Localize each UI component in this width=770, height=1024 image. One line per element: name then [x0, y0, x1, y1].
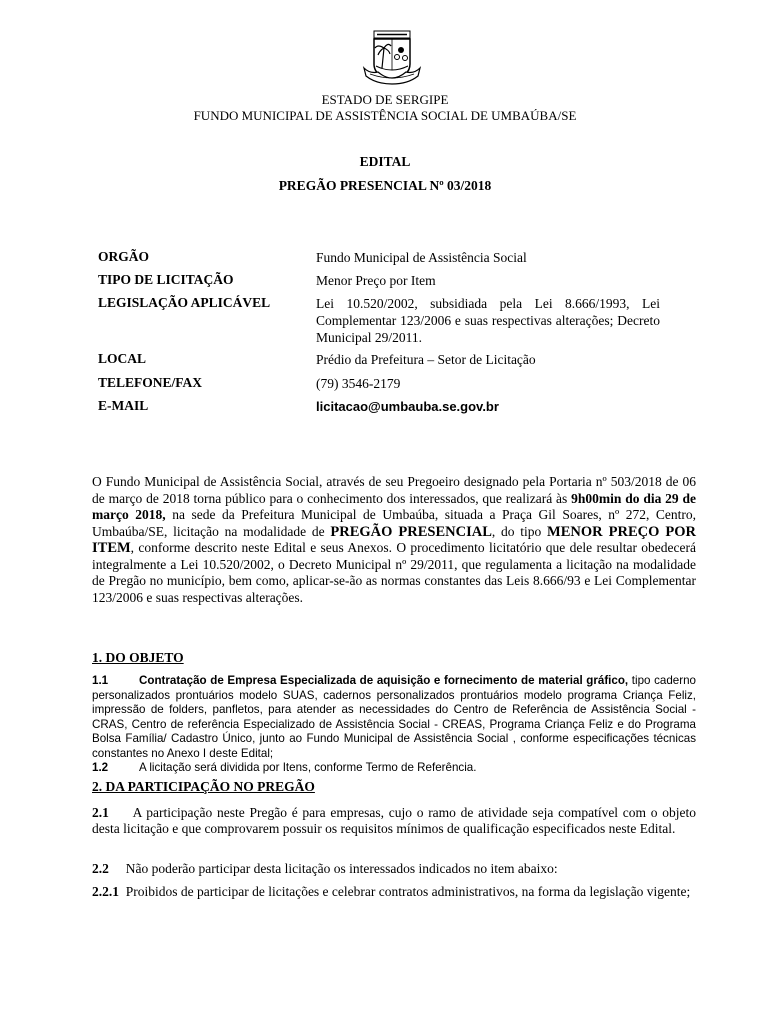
- section-1-2-text: A licitação será dividida por Itens, conforme Termo de Referência.: [139, 761, 477, 774]
- section-1-1-bold: Contratação de Empresa Especializada de aquisição e fornecimento de material gráfico,: [139, 674, 629, 687]
- section-2-heading: 2. DA PARTICIPAÇÃO NO PREGÃO: [92, 779, 315, 794]
- section-2-2-text: Não poderão participar desta licitação os interessados indicados no item abaixo:: [125, 861, 558, 876]
- fund-name: FUNDO MUNICIPAL DE ASSISTÊNCIA SOCIAL DE UMBAÚBA/SE: [193, 108, 577, 123]
- legislacao-value: Lei 10.520/2002, subsidiada pela Lei 8.666/1993, Lei Complementar 123/2006 e suas respectivas alterações; Decreto Municipal 29/2011.: [316, 296, 660, 345]
- tipo-licitacao-value: Menor Preço por Item: [316, 273, 436, 288]
- section-2-1-paragraph: [92, 805, 696, 837]
- section-2-2-paragraph: [92, 861, 696, 877]
- section-2-2-number: 2.2: [92, 861, 109, 876]
- telefone-value: (79) 3546-2179: [316, 376, 401, 391]
- section-2-2-1-number: 2.2.1: [92, 884, 119, 899]
- intro-text-3: , do tipo: [491, 523, 548, 539]
- section-1-2-number: 1.2: [92, 761, 109, 774]
- state-name: ESTADO DE SERGIPE: [321, 92, 449, 107]
- municipal-coat-of-arms-icon: [360, 30, 424, 86]
- section-1-heading: 1. DO OBJETO: [92, 650, 184, 665]
- section-1-1-paragraph: [92, 674, 696, 762]
- section-1-1-text: tipo caderno personalizados prontuários modelo SUAS, cadernos personalizados prontuários modelo programa Criança Feliz, impressão de folders, panfletos, para atender as necessidades do Centro de Referência de Assistência Social - CRAS, Centro de referência Especializado de Assistência Social - CREAS, Programa Criança Feliz e do Programa Bolsa Família/ Cadastro Único, junto ao Fundo Municipal de Assistência Social , conforme especificações técnicas constantes no Anexo I deste Edital;: [92, 674, 696, 760]
- local-value: Prédio da Prefeitura – Setor de Licitação: [316, 352, 536, 367]
- section-1-2-paragraph: [92, 761, 696, 776]
- intro-modality: PREGÃO PRESENCIAL: [330, 523, 492, 540]
- pregao-number: PREGÃO PRESENCIAL Nº 03/2018: [278, 178, 492, 193]
- orgao-label: ORGÃO: [98, 249, 150, 264]
- email-label: E-MAIL: [98, 398, 149, 413]
- telefone-label: TELEFONE/FAX: [98, 375, 203, 390]
- intro-text-2: na sede da Prefeitura Municipal de Umbaúba, situada a Praça Gil Soares, nº 272, Centro, Umbaúba/SE, licitação na modalidade de: [92, 507, 697, 539]
- section-2-1-number: 2.1: [92, 805, 109, 820]
- section-2-2-1-text: Proibidos de participar de licitações e celebrar contratos administrativos, na forma da legislação vigente;: [125, 884, 691, 899]
- intro-type: MENOR PREÇO POR ITEM: [92, 523, 697, 556]
- tipo-licitacao-label: TIPO DE LICITAÇÃO: [98, 272, 234, 287]
- intro-text-4: , conforme descrito neste Edital e seus Anexos. O procedimento licitatório que dele resultar obedecerá integralmente a Lei 10.520/2002, o Decreto Municipal nº 29/2011, que regulamenta a licitação na modalidade de Pregão no município, bem como, aplicar-se-ão as normas constantes das Leis 8.666/93 e Lei Complementar 123/2006 e suas respectivas alterações.: [92, 540, 696, 605]
- section-2-2-1-paragraph: [92, 884, 696, 900]
- local-label: LOCAL: [98, 351, 147, 366]
- legislacao-label: LEGISLAÇÃO APLICÁVEL: [98, 295, 271, 310]
- intro-paragraph: [92, 474, 696, 606]
- intro-time: 9h00min do dia 29 de março 2018,: [92, 490, 697, 522]
- email-value: licitacao@umbauba.se.gov.br: [316, 399, 499, 414]
- document-title: EDITAL: [359, 154, 411, 169]
- section-2-1-text: A participação neste Pregão é para empresas, cujo o ramo de atividade seja compatível com o objeto desta licitação e que comprovarem possuir os requisitos mínimos de qualificação especificados neste Edital.: [92, 805, 697, 836]
- section-1-1-number: 1.1: [92, 674, 109, 687]
- intro-text-1: O Fundo Municipal de Assistência Social, através de seu Pregoeiro designado pela Portaria nº 503/2018 de 06 de março de 2018 torna público para o conhecimento dos interessados, que realizará às: [92, 474, 696, 506]
- orgao-value: Fundo Municipal de Assistência Social: [316, 250, 527, 265]
